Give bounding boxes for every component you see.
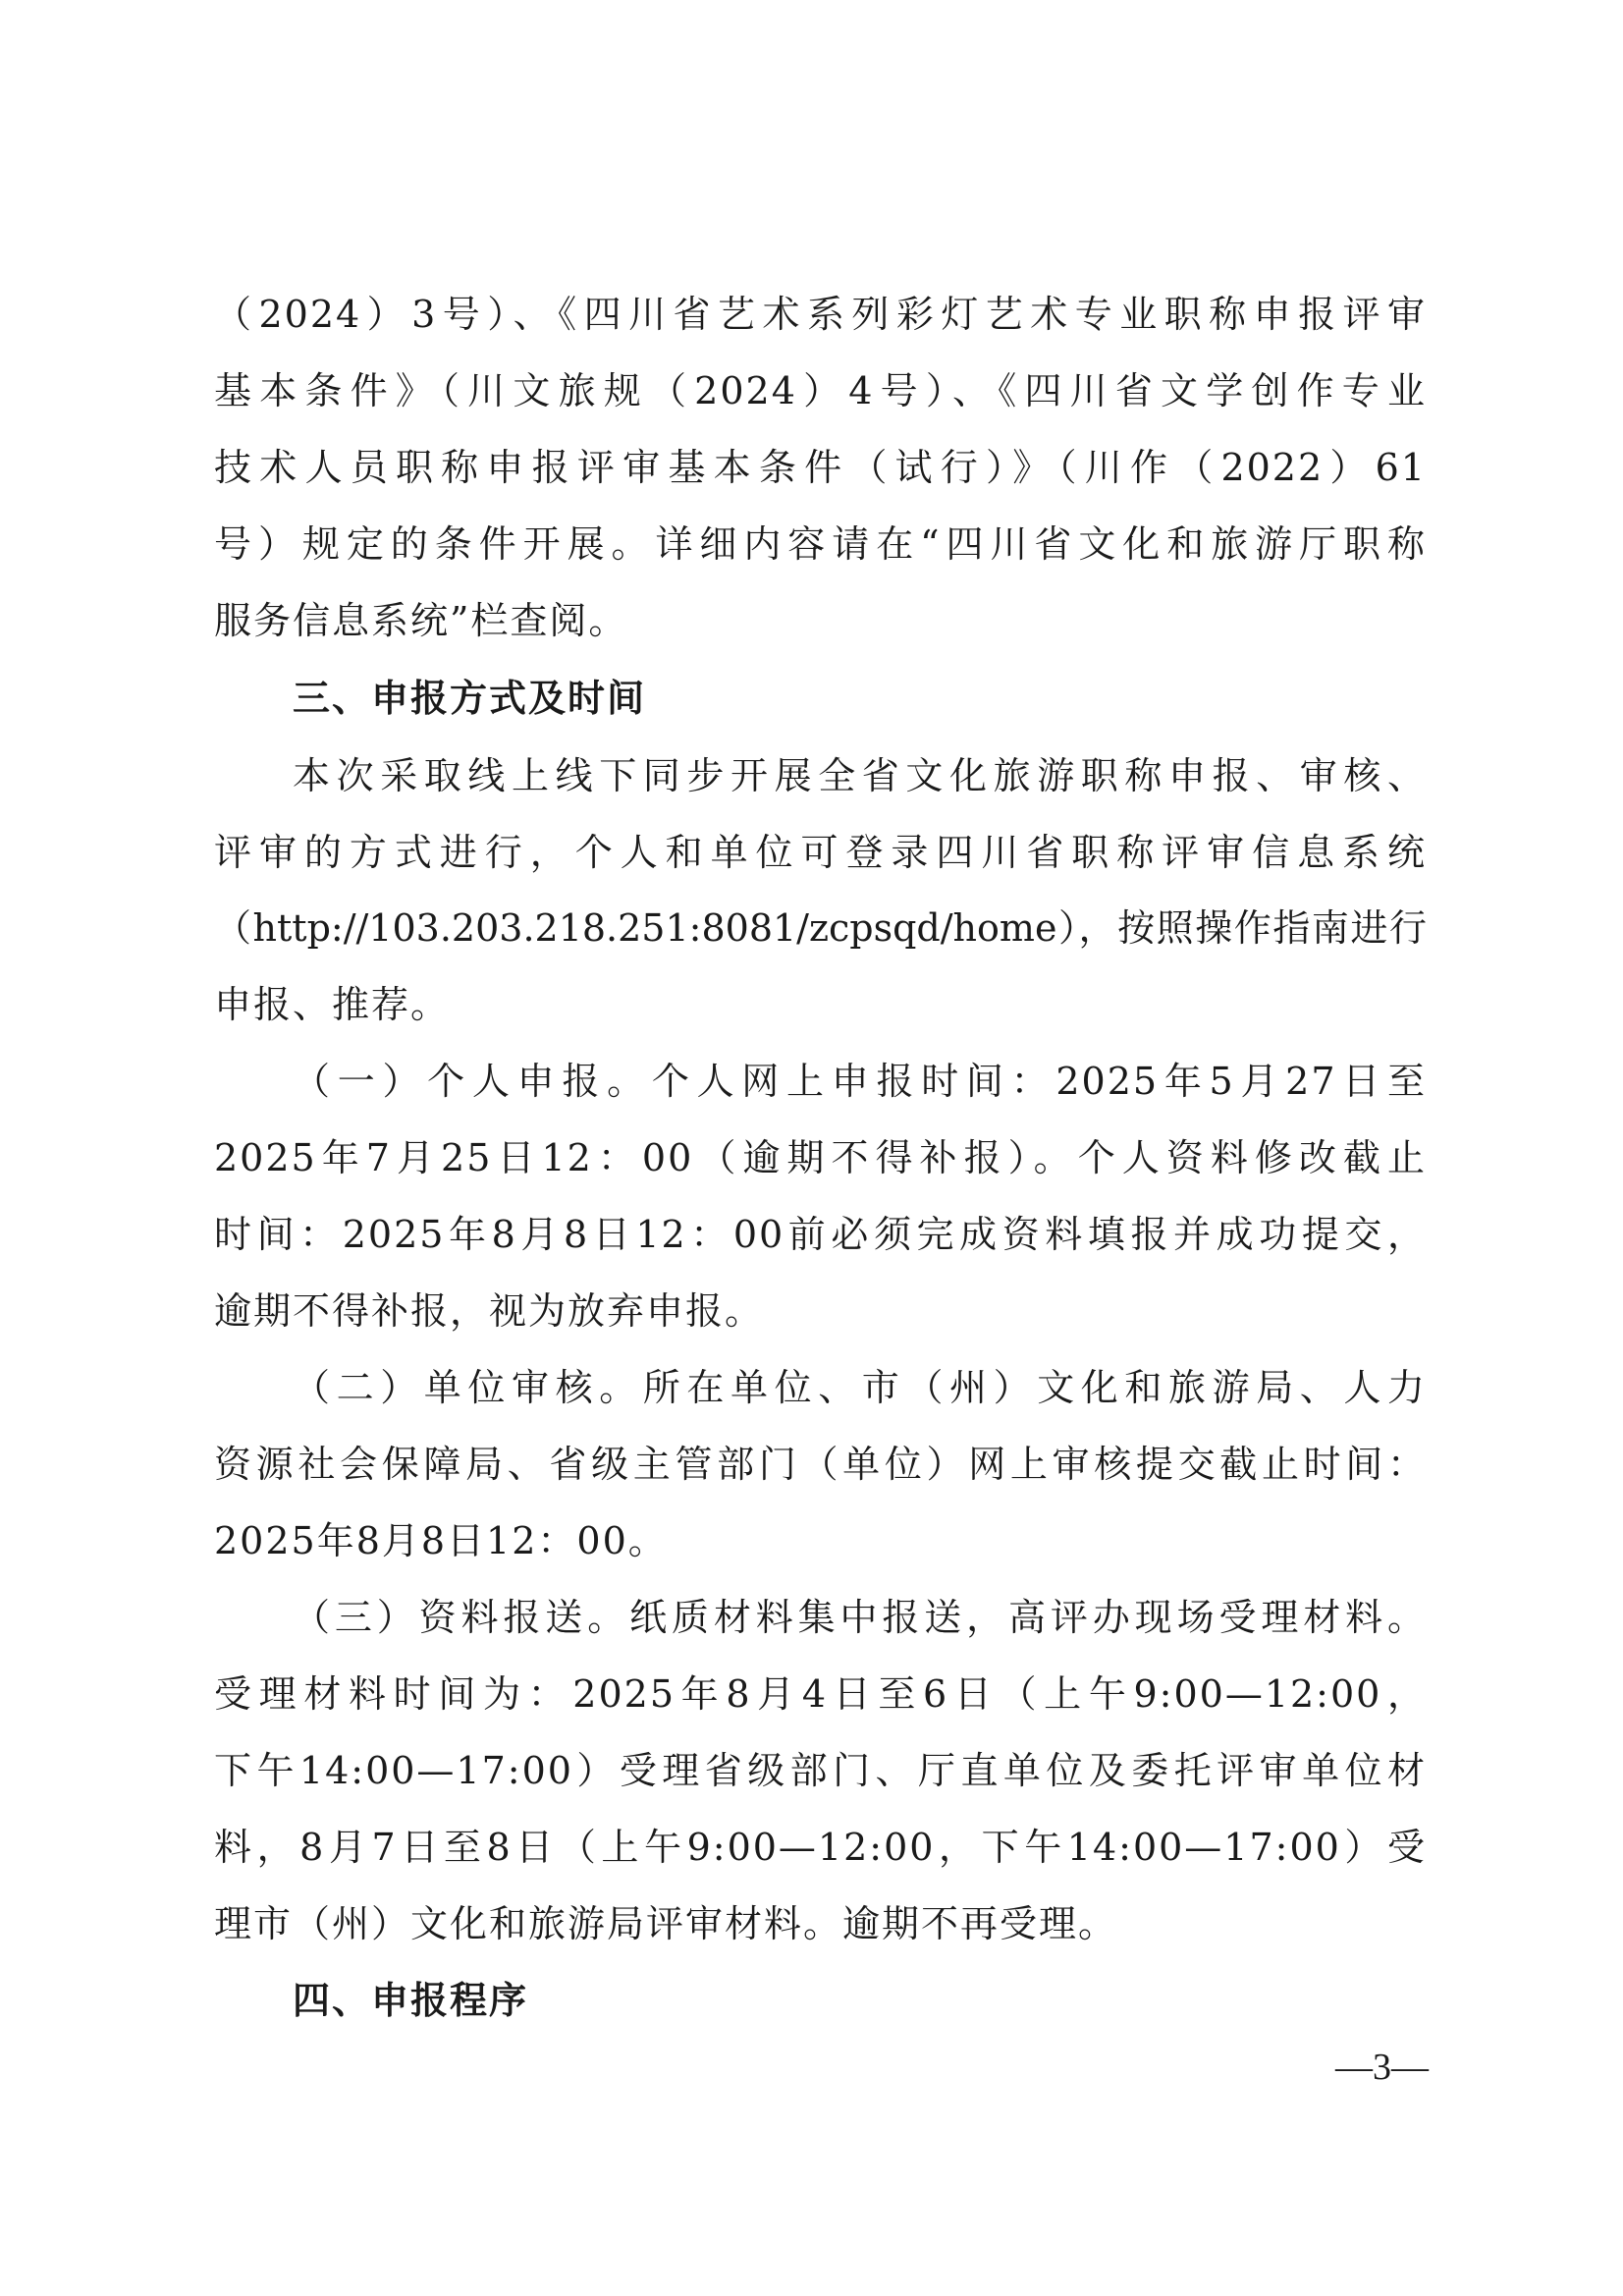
text-line: 服务信息系统”栏查阅。 <box>214 599 628 642</box>
text-line: 技术人员职称申报评审基本条件（试行）》（川作（2022）61 <box>214 446 1427 489</box>
text-line: 时间：2025年8月8日12：00前必须完成资料填报并成功提交， <box>214 1213 1427 1256</box>
text-line: 基本条件》（川文旅规（2024）4号）、《四川省文学创作专业 <box>214 369 1427 412</box>
text-line: 下午14:00—17:00）受理省级部门、厅直单位及委托评审单位材 <box>214 1749 1427 1792</box>
text-line: 理市（州）文化和旅游局评审材料。逾期不再受理。 <box>214 1902 1118 1945</box>
text-line: 逾期不得补报，视为放弃申报。 <box>214 1289 765 1333</box>
text-line: 2025年8月8日12：00。 <box>214 1519 668 1562</box>
text-line: 号）规定的条件开展。详细内容请在“四川省文化和旅游厅职称 <box>214 522 1427 566</box>
text-line: 2025年7月25日12：00（逾期不得补报）。个人资料修改截止 <box>214 1136 1427 1179</box>
text-line: （http://103.203.218.251:8081/zcpsqd/home），按照操作指南进行 <box>214 906 1427 950</box>
text-line: 评审的方式进行，个人和单位可登录四川省职称评审信息系统 <box>214 831 1427 874</box>
text-line: 资源社会保障局、省级主管部门（单位）网上审核提交截止时间： <box>214 1443 1427 1486</box>
paragraph-first-line: 本次采取线上线下同步开展全省文化旅游职称申报、审核、 <box>293 754 1427 797</box>
text-line: 受理材料时间为：2025年8月4日至6日（上午9:00—12:00， <box>214 1672 1427 1716</box>
section-heading: 三、申报方式及时间 <box>293 677 647 720</box>
text-line: 料，8月7日至8日（上午9:00—12:00，下午14:00—17:00）受 <box>214 1826 1427 1869</box>
section-heading: 四、申报程序 <box>293 1979 529 2022</box>
text-line: （2024）3号）、《四川省艺术系列彩灯艺术专业职称申报评审 <box>214 293 1427 336</box>
text-line: 申报、推荐。 <box>214 983 451 1026</box>
paragraph-first-line: （三）资料报送。纸质材料集中报送，高评办现场受理材料。 <box>293 1596 1427 1639</box>
page-number: —3— <box>1335 2047 1429 2088</box>
paragraph-first-line: （一）个人申报。个人网上申报时间：2025年5月27日至 <box>293 1060 1427 1103</box>
paragraph-first-line: （二）单位审核。所在单位、市（州）文化和旅游局、人力 <box>293 1366 1427 1409</box>
